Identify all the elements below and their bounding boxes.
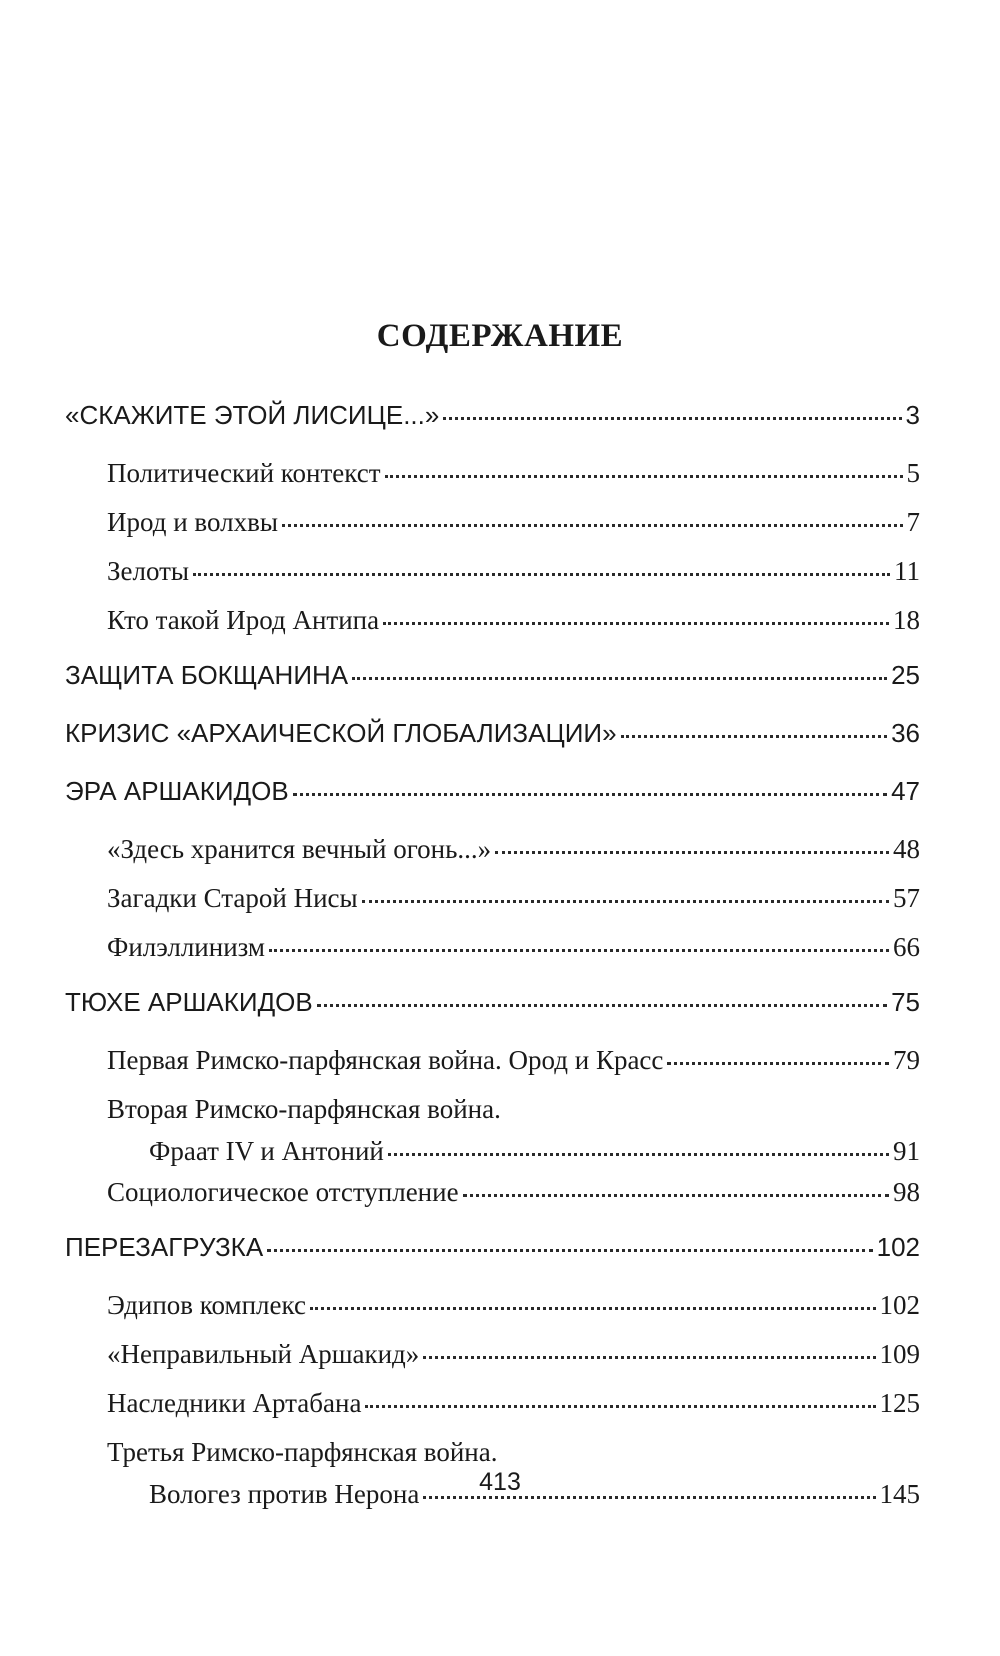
toc-entry-title: Эдипов комплекс xyxy=(107,1290,306,1320)
toc-entry[interactable] xyxy=(65,1339,920,1388)
toc-entry-title: Филэллинизм xyxy=(107,932,266,962)
dot-leader xyxy=(293,792,887,796)
toc-entry[interactable] xyxy=(65,1045,920,1094)
dot-leader xyxy=(388,1152,889,1156)
page-title: СОДЕРЖАНИЕ xyxy=(376,318,624,354)
toc-entry-page: 75 xyxy=(891,987,920,1017)
toc-entry-page: 36 xyxy=(891,718,920,748)
toc-entry[interactable] xyxy=(65,1177,920,1226)
toc-entry-title: «СКАЖИТЕ ЭТОЙ ЛИСИЦЕ...» xyxy=(65,400,440,430)
table-of-contents xyxy=(65,400,920,1520)
dot-leader xyxy=(383,621,889,625)
toc-entry[interactable] xyxy=(65,834,920,883)
dot-leader xyxy=(310,1306,876,1310)
toc-entry-page: 66 xyxy=(893,932,920,962)
toc-entry-page: 47 xyxy=(891,776,920,806)
toc-entry[interactable] xyxy=(65,1290,920,1339)
toc-entry-page: 7 xyxy=(906,507,920,537)
dot-leader xyxy=(352,676,887,680)
toc-entry-page: 57 xyxy=(893,883,920,913)
toc-entry-page: 91 xyxy=(893,1136,920,1166)
dot-leader xyxy=(385,474,903,478)
toc-entry-page: 48 xyxy=(893,834,920,864)
toc-entry-title: «Здесь хранится вечный огонь...» xyxy=(107,834,492,864)
toc-entry-page: 109 xyxy=(879,1339,920,1369)
toc-entry-page: 11 xyxy=(894,556,920,586)
toc-entry-page: 102 xyxy=(876,1232,920,1262)
toc-entry-title: «Неправильный Аршакид» xyxy=(107,1339,420,1369)
toc-entry-page: 79 xyxy=(893,1045,920,1075)
toc-entry-title: Загадки Старой Нисы xyxy=(107,883,358,913)
dot-leader xyxy=(495,850,889,854)
toc-entry[interactable] xyxy=(65,556,920,605)
toc-entry-page: 25 xyxy=(891,660,920,690)
toc-entry[interactable] xyxy=(65,1388,920,1437)
toc-entry-page: 145 xyxy=(879,1479,920,1509)
toc-entry[interactable] xyxy=(65,1232,920,1290)
dot-leader xyxy=(621,734,888,738)
dot-leader xyxy=(443,416,901,420)
toc-entry-title: Третья Римско-парфянская война. xyxy=(107,1437,498,1467)
toc-entry-page: 125 xyxy=(879,1388,920,1418)
toc-entry[interactable] xyxy=(65,987,920,1045)
toc-entry-title: ТЮХЕ АРШАКИДОВ xyxy=(65,987,313,1017)
toc-entry-title-line2: Вологез против Нерона xyxy=(149,1479,420,1509)
dot-leader xyxy=(267,1248,872,1252)
dot-leader xyxy=(362,899,889,903)
toc-entry-title: Политический контекст xyxy=(107,458,381,488)
toc-entry[interactable] xyxy=(65,660,920,718)
toc-entry-continuation xyxy=(107,1136,920,1167)
toc-entry-title: ПЕРЕЗАГРУЗКА xyxy=(65,1232,264,1262)
toc-entry-title: Ирод и волхвы xyxy=(107,507,278,537)
toc-entry[interactable] xyxy=(65,605,920,654)
toc-entry[interactable] xyxy=(65,458,920,507)
dot-leader xyxy=(282,523,903,527)
toc-entry-title: КРИЗИС «АРХАИЧЕСКОЙ ГЛОБАЛИЗАЦИИ» xyxy=(65,718,617,748)
toc-entry[interactable] xyxy=(65,776,920,834)
dot-leader xyxy=(193,572,890,576)
toc-entry-page: 102 xyxy=(879,1290,920,1320)
toc-entry-title: Наследники Артабана xyxy=(107,1388,362,1418)
toc-entry-title: ЗАЩИТА БОКЩАНИНА xyxy=(65,660,349,690)
dot-leader xyxy=(667,1061,889,1065)
toc-entry-title: Зелоты xyxy=(107,556,190,586)
toc-entry-page: 98 xyxy=(893,1177,920,1207)
toc-entry[interactable] xyxy=(65,718,920,776)
toc-entry-page: 3 xyxy=(905,400,920,430)
page-number: 413 xyxy=(479,1468,521,1496)
dot-leader xyxy=(463,1193,889,1197)
toc-entry[interactable] xyxy=(65,1094,920,1167)
toc-entry-title: ЭРА АРШАКИДОВ xyxy=(65,776,289,806)
toc-entry[interactable] xyxy=(65,883,920,932)
toc-entry-title: Социологическое отступление xyxy=(107,1177,459,1207)
toc-entry[interactable] xyxy=(65,507,920,556)
dot-leader xyxy=(365,1404,875,1408)
toc-entry-page: 5 xyxy=(906,458,920,488)
dot-leader xyxy=(317,1003,887,1007)
toc-entry[interactable] xyxy=(65,400,920,458)
dot-leader xyxy=(269,948,889,952)
toc-entry-page: 18 xyxy=(893,605,920,635)
toc-entry-title-line2: Фраат IV и Антоний xyxy=(149,1136,384,1166)
dot-leader xyxy=(423,1355,875,1359)
toc-entry[interactable] xyxy=(65,932,920,981)
toc-entry-title: Вторая Римско-парфянская война. xyxy=(107,1094,501,1124)
toc-entry-title: Первая Римско-парфянская война. Ород и Красс xyxy=(107,1045,664,1075)
toc-entry-title: Кто такой Ирод Антипа xyxy=(107,605,380,635)
